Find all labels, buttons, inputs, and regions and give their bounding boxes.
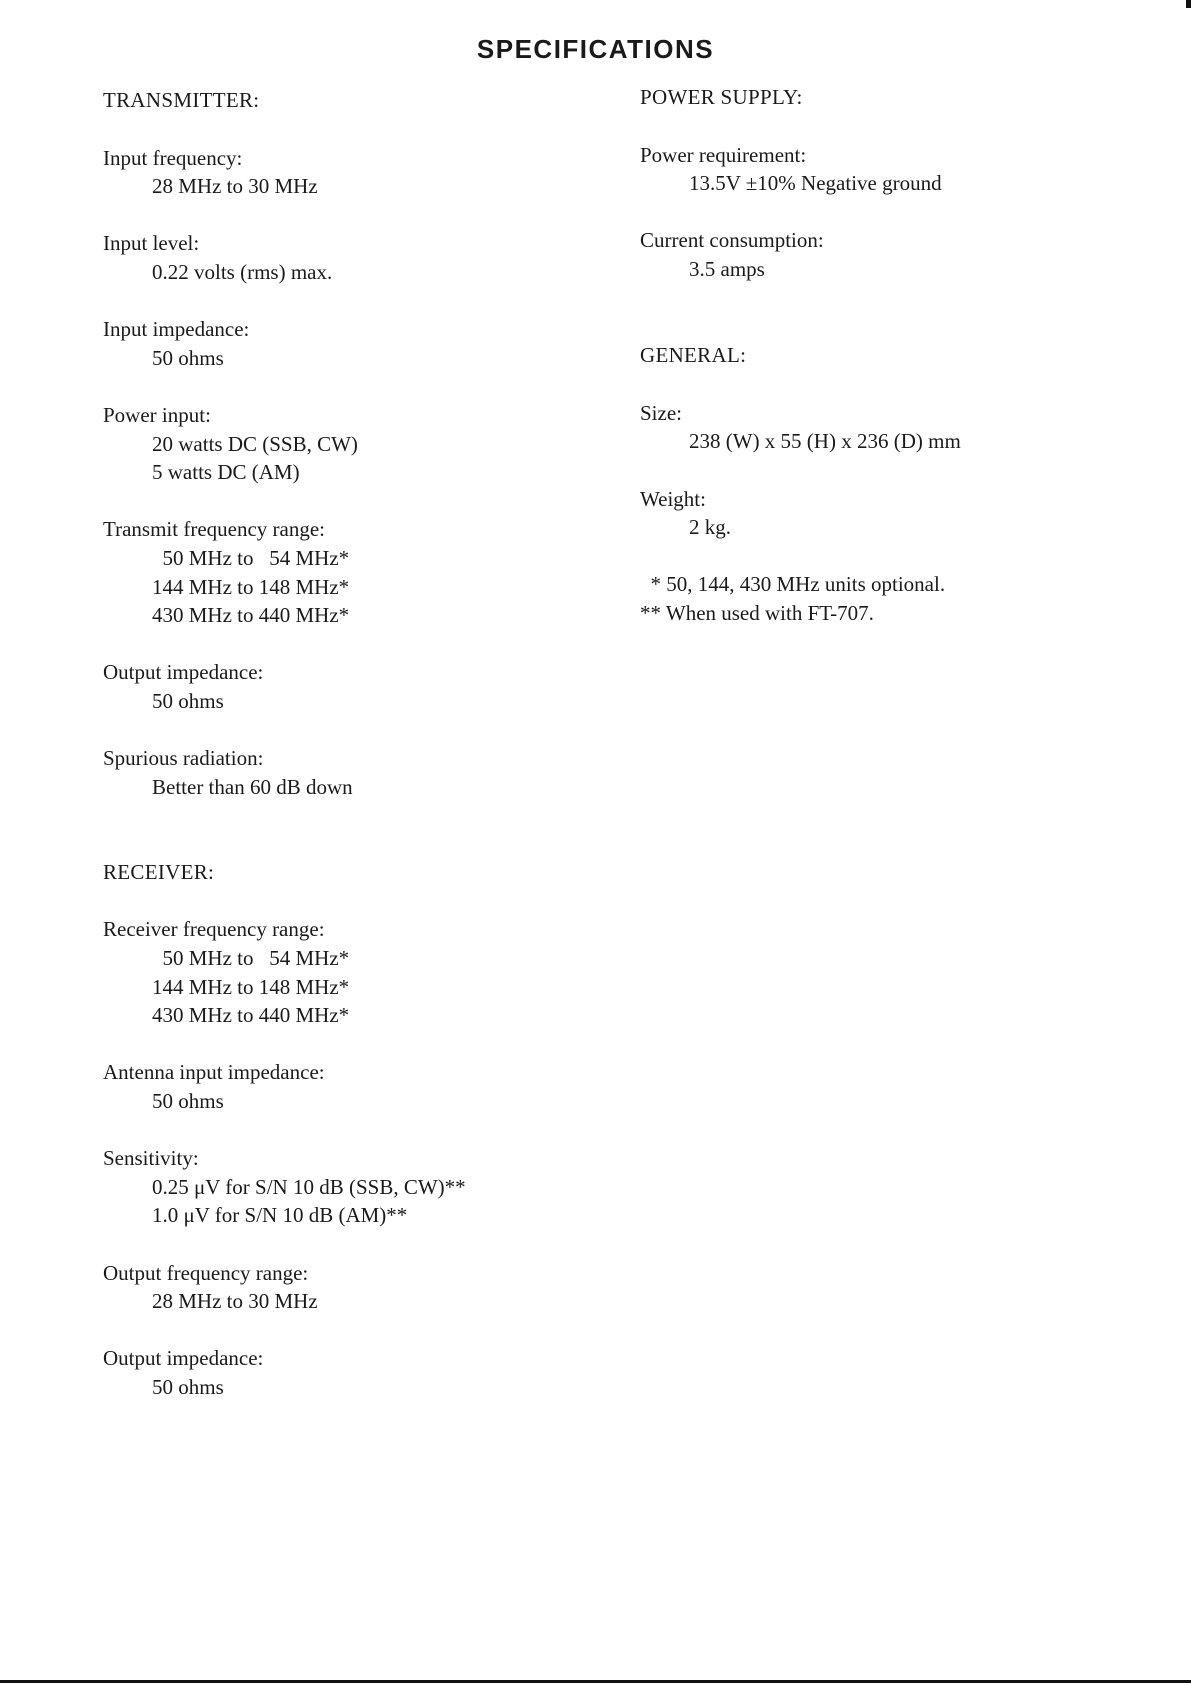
spec-item bbox=[103, 1259, 623, 1316]
spec-value: 0.25 μV for S/N 10 dB (SSB, CW)** bbox=[152, 1174, 466, 1199]
spec-label: Power requirement: bbox=[640, 142, 807, 167]
spec-value: 50 ohms bbox=[152, 1089, 224, 1113]
spec-label: Weight: bbox=[640, 486, 706, 511]
spec-label: Power input: bbox=[103, 402, 211, 427]
spec-label: Output impedance: bbox=[103, 1346, 264, 1371]
spec-value: 50 MHz to 54 MHz* bbox=[152, 946, 350, 971]
transmitter-heading: TRANSMITTER: bbox=[103, 88, 260, 112]
general-heading: GENERAL: bbox=[640, 343, 747, 368]
spec-label: Antenna input impedance: bbox=[103, 1060, 325, 1085]
left-column bbox=[103, 86, 623, 1430]
spec-value: 2 kg. bbox=[689, 515, 731, 540]
spec-value: 50 ohms bbox=[152, 688, 224, 713]
spec-value: 430 MHz to 440 MHz* bbox=[152, 1003, 350, 1028]
spec-label: Input impedance: bbox=[103, 317, 250, 342]
spec-label: Output frequency range: bbox=[103, 1260, 309, 1285]
right-column bbox=[640, 83, 1160, 628]
spec-item bbox=[103, 1344, 623, 1401]
receiver-specs bbox=[103, 915, 623, 1401]
spec-item bbox=[640, 399, 1160, 456]
spec-value: 3.5 amps bbox=[689, 256, 765, 281]
spec-item bbox=[103, 515, 623, 629]
spec-value: 5 watts DC (AM) bbox=[152, 460, 300, 485]
spec-label: Input frequency: bbox=[103, 145, 243, 170]
spec-value: 144 MHz to 148 MHz* bbox=[152, 574, 350, 599]
spec-item bbox=[103, 1058, 623, 1115]
spec-label: Spurious radiation: bbox=[103, 746, 264, 771]
spec-value: 238 (W) x 55 (H) x 236 (D) mm bbox=[689, 429, 961, 454]
spec-item bbox=[103, 1144, 623, 1230]
spec-value: 0.22 volts (rms) max. bbox=[152, 259, 333, 284]
spec-item bbox=[103, 315, 623, 372]
spec-label: Input level: bbox=[103, 231, 200, 256]
spec-value: 50 ohms bbox=[152, 1374, 224, 1399]
spec-item bbox=[103, 658, 623, 715]
spec-value: 1.0 μV for S/N 10 dB (AM)** bbox=[152, 1203, 408, 1228]
spec-label: Receiver frequency range: bbox=[103, 917, 325, 942]
spec-value: 20 watts DC (SSB, CW) bbox=[152, 431, 358, 456]
spec-label: Size: bbox=[640, 400, 682, 425]
receiver-heading: RECEIVER: bbox=[103, 859, 215, 884]
transmitter-specs bbox=[103, 144, 623, 802]
spec-item bbox=[103, 144, 623, 201]
spec-label: Output impedance: bbox=[103, 660, 264, 685]
spec-value: 430 MHz to 440 MHz* bbox=[152, 603, 350, 628]
general-specs bbox=[640, 399, 1160, 542]
spec-item bbox=[640, 226, 1160, 283]
corner-mark bbox=[1186, 0, 1191, 8]
power-supply-specs bbox=[640, 141, 1160, 284]
spec-value: 50 ohms bbox=[152, 345, 224, 370]
spec-value: 28 MHz to 30 MHz bbox=[152, 174, 318, 199]
footnote-optional-units: * 50, 144, 430 MHz units optional. bbox=[640, 572, 946, 597]
spec-label: Sensitivity: bbox=[103, 1146, 199, 1171]
power-supply-heading: POWER SUPPLY: bbox=[640, 85, 803, 109]
spec-value: Better than 60 dB down bbox=[152, 774, 353, 799]
spec-value: 13.5V ±10% Negative ground bbox=[689, 171, 942, 196]
spec-item bbox=[640, 485, 1160, 542]
spec-value: 28 MHz to 30 MHz bbox=[152, 1289, 318, 1314]
spec-item bbox=[103, 915, 623, 1029]
spec-item bbox=[103, 229, 623, 286]
footnote-ft707: ** When used with FT-707. bbox=[640, 600, 874, 625]
spec-item bbox=[640, 141, 1160, 198]
page-title: SPECIFICATIONS bbox=[476, 34, 715, 64]
spec-label: Current consumption: bbox=[640, 228, 824, 253]
spec-value: 50 MHz to 54 MHz* bbox=[152, 545, 350, 570]
spec-item bbox=[103, 744, 623, 801]
footnotes bbox=[640, 570, 1160, 627]
spec-value: 144 MHz to 148 MHz* bbox=[152, 974, 350, 999]
spec-item bbox=[103, 401, 623, 487]
spec-label: Transmit frequency range: bbox=[103, 517, 325, 542]
